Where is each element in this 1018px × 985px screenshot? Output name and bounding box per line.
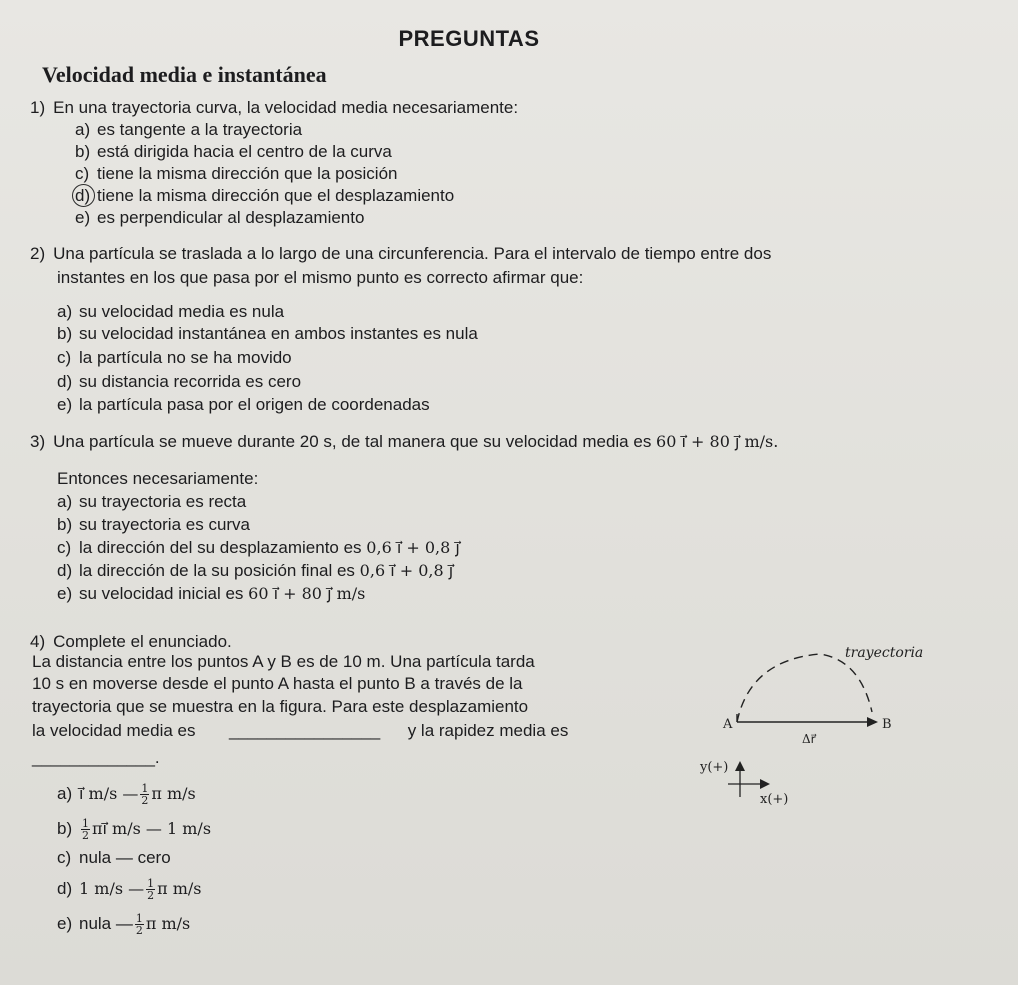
trajectory-label: trayectoria (845, 645, 924, 661)
option-text: su distancia recorrida es cero (79, 372, 302, 391)
option-letter: b) (57, 819, 73, 838)
option-letter: a) (57, 784, 73, 803)
q1-option-d[interactable] (75, 186, 454, 206)
option-post: πi⃗ m/s — 1 m/s (92, 819, 212, 838)
question-text: Una partícula se traslada a lo largo de una circunferencia. Para el intervalo de tiempo entre dos (53, 244, 772, 263)
option-post: π m/s (157, 879, 202, 898)
option-text: la dirección de la su posición final es (79, 561, 355, 580)
fraction-denominator: 2 (135, 924, 143, 937)
option-letter: b) (57, 324, 73, 343)
trajectory-figure (690, 640, 930, 810)
q4-option-d[interactable] (57, 878, 202, 901)
option-letter: d) (57, 561, 73, 580)
q1-option-c[interactable] (75, 164, 398, 184)
option-math: 60 i⃗ + 80 j⃗ m/s (248, 584, 366, 603)
displacement-arrowhead (867, 717, 878, 727)
option-letter: e) (75, 208, 91, 227)
q3-option-b[interactable] (57, 515, 250, 535)
option-letter: c) (57, 538, 72, 557)
fraction (135, 913, 144, 936)
question-4-line-3: trayectoria que se muestra en la figura. Para este desplazamiento (32, 697, 529, 716)
point-a-label: A (723, 717, 733, 732)
option-text: la dirección del su desplazamiento es (79, 538, 362, 557)
question-3-line-2: Entonces necesariamente: (57, 469, 259, 488)
option-text: está dirigida hacia el centro de la curva (97, 142, 392, 161)
option-letter: e) (57, 584, 73, 603)
option-text: su velocidad media es nula (79, 302, 285, 321)
question-text: y la rapidez media es (407, 721, 569, 740)
option-pre: 1 m/s — (79, 879, 145, 898)
fraction (140, 783, 149, 806)
q1-option-a[interactable] (75, 120, 302, 140)
q3-option-a[interactable] (57, 492, 246, 512)
question-2 (30, 244, 771, 264)
option-letter: d) (57, 879, 73, 898)
option-math: 0,6 i⃗ + 0,8 j⃗ (359, 561, 454, 580)
page-title: PREGUNTAS (398, 26, 540, 51)
q1-option-e[interactable] (75, 208, 364, 228)
question-number: 3) (30, 432, 46, 451)
fraction-denominator: 2 (82, 829, 89, 842)
question-math: 60 i⃗ + 80 j⃗ m/s. (656, 432, 779, 451)
option-letter: c) (75, 164, 90, 183)
option-letter: d) (75, 186, 91, 205)
q2-option-d[interactable] (57, 372, 301, 392)
question-1 (30, 98, 518, 118)
question-number: 4) (30, 632, 46, 651)
question-4-line-4 (32, 721, 568, 741)
fraction-numerator: 1 (135, 912, 143, 925)
fraction (81, 818, 90, 841)
question-3 (30, 432, 778, 452)
option-text: tiene la misma dirección que la posición (97, 164, 398, 183)
option-letter: a) (57, 302, 73, 321)
option-text: es perpendicular al desplazamiento (97, 208, 365, 227)
question-text: la velocidad media es (32, 721, 196, 740)
option-text: su trayectoria es recta (79, 492, 247, 511)
option-letter: d) (57, 372, 73, 391)
fraction-numerator: 1 (147, 877, 155, 890)
question-text: En una trayectoria curva, la velocidad media necesariamente: (53, 98, 519, 117)
question-number: 1) (30, 98, 46, 117)
fraction-numerator: 1 (82, 817, 89, 830)
option-post: π m/s (145, 914, 191, 933)
option-letter: c) (57, 848, 72, 867)
option-text: la partícula no se ha movido (79, 348, 292, 367)
option-pre: i⃗ m/s — (79, 784, 139, 803)
fraction (146, 878, 155, 901)
option-letter: e) (57, 914, 73, 933)
trajectory-curve (737, 654, 872, 722)
option-text: nula — cero (79, 848, 171, 867)
option-text: su trayectoria es curva (79, 515, 251, 534)
option-pre: nula — (79, 914, 133, 933)
q4-option-b[interactable] (57, 818, 211, 841)
q4-option-a[interactable] (57, 783, 196, 806)
y-axis-label: y(+) (700, 760, 729, 775)
answer-blank-velocity[interactable]: ________________ (228, 721, 381, 740)
question-4-line-2: 10 s en moverse desde el punto A hasta el punto B a través de la (32, 674, 523, 693)
section-title: Velocidad media e instantánea (42, 62, 327, 87)
option-letter: e) (57, 395, 73, 414)
option-text: tiene la misma dirección que el desplazamiento (97, 186, 455, 205)
question-number: 2) (30, 244, 46, 263)
option-letter: b) (57, 515, 73, 534)
q3-option-d[interactable] (57, 561, 453, 581)
q2-option-e[interactable] (57, 395, 430, 415)
q3-option-c[interactable] (57, 538, 460, 558)
y-axis-arrowhead (735, 761, 745, 771)
point-b-label: B (882, 717, 892, 732)
displacement-label: Δr⃗ (802, 732, 816, 746)
option-text: su velocidad instantánea en ambos instantes es nula (79, 324, 478, 343)
answer-blank-speed[interactable]: _____________. (32, 748, 160, 767)
q2-option-c[interactable] (57, 348, 292, 368)
option-letter: c) (57, 348, 72, 367)
q1-option-b[interactable] (75, 142, 392, 162)
q2-option-b[interactable] (57, 324, 478, 344)
option-text: es tangente a la trayectoria (97, 120, 303, 139)
option-post: π m/s (151, 784, 196, 803)
q3-option-e[interactable] (57, 584, 365, 604)
option-letter: b) (75, 142, 91, 161)
option-letter: a) (57, 492, 73, 511)
q4-option-c[interactable] (57, 848, 171, 868)
q4-option-e[interactable] (57, 913, 190, 936)
fraction-denominator: 2 (141, 794, 149, 807)
question-4 (30, 632, 232, 652)
option-text: la partícula pasa por el origen de coordenadas (79, 395, 430, 414)
x-axis-label: x(+) (760, 792, 789, 807)
x-axis-arrowhead (760, 779, 770, 789)
option-math: 0,6 i⃗ + 0,8 j⃗ (366, 538, 460, 557)
fraction-denominator: 2 (147, 889, 155, 902)
question-4-line-1: La distancia entre los puntos A y B es de 10 m. Una partícula tarda (32, 652, 535, 671)
fraction-numerator: 1 (141, 782, 149, 795)
option-text: su velocidad inicial es (79, 584, 244, 603)
option-letter: a) (75, 120, 91, 139)
q2-option-a[interactable] (57, 302, 284, 322)
question-2-line-2: instantes en los que pasa por el mismo punto es correcto afirmar que: (57, 268, 584, 287)
question-text: Una partícula se mueve durante 20 s, de tal manera que su velocidad media es (53, 432, 652, 451)
question-text: Complete el enunciado. (53, 632, 232, 651)
